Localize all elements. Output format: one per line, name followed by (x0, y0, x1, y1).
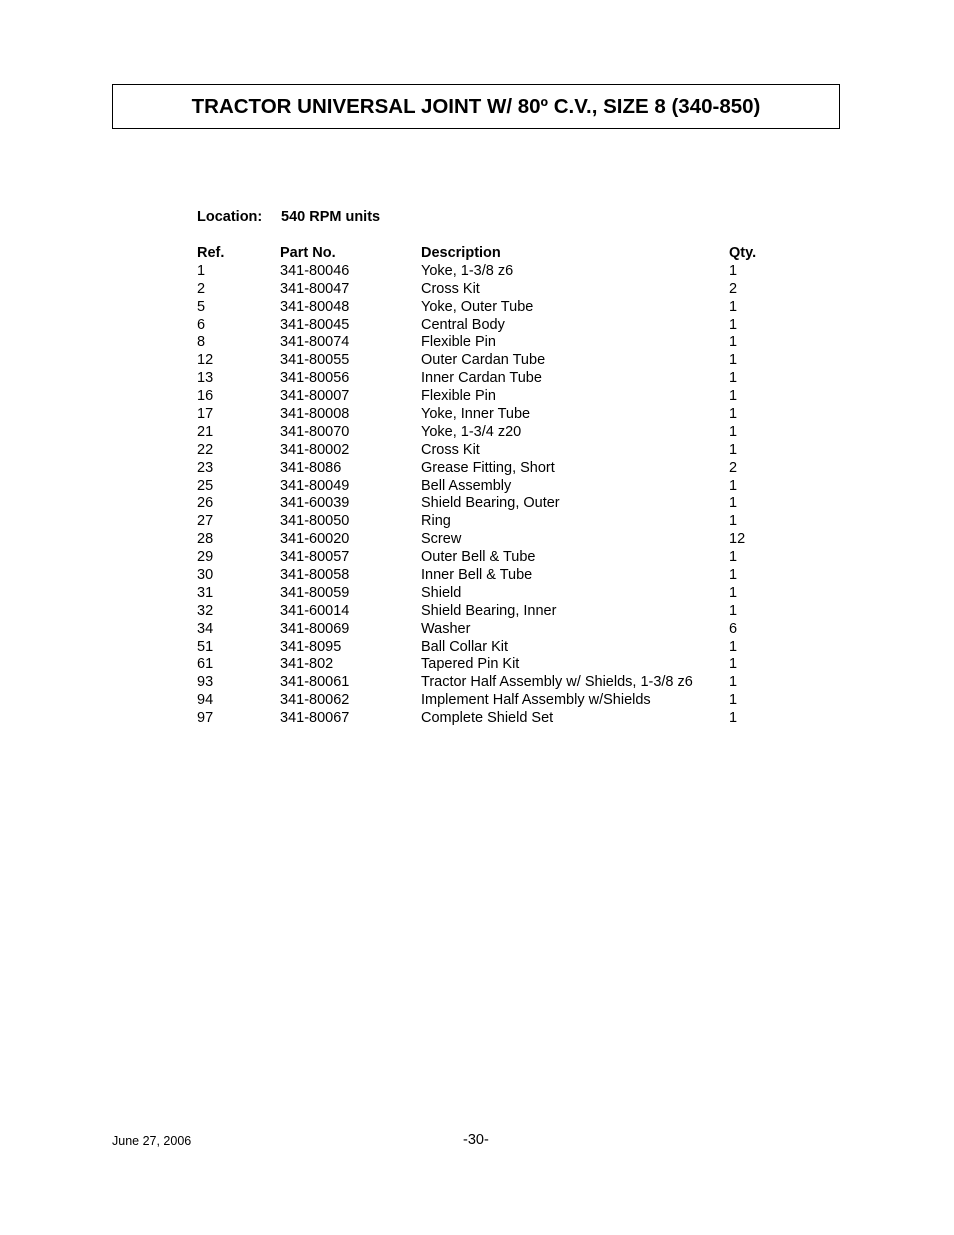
column-header-qty: Qty. (729, 245, 757, 261)
qty-cell: 1 (729, 692, 738, 709)
part-no-cell: 341-80070 (280, 423, 350, 440)
qty-cell: 1 (729, 602, 738, 619)
location-label: Location: (197, 209, 263, 225)
location-value: 540 RPM units (281, 209, 381, 225)
part-no-cell: 341-80059 (280, 584, 350, 601)
title-box (112, 84, 840, 129)
description-cell: Yoke, 1-3/8 z6 (421, 262, 514, 279)
part-no-cell: 341-80055 (280, 352, 350, 369)
ref-cell: 51 (197, 638, 214, 655)
ref-cell: 28 (197, 531, 214, 548)
ref-cell: 93 (197, 674, 214, 691)
qty-cell: 1 (729, 495, 738, 512)
page-number: -30- (463, 1132, 489, 1148)
part-no-cell: 341-80074 (280, 334, 350, 351)
ref-cell: 26 (197, 495, 214, 512)
description-cell: Ring (421, 513, 451, 530)
description-cell: Yoke, Inner Tube (421, 406, 531, 423)
part-no-cell: 341-80002 (280, 441, 350, 458)
qty-cell: 1 (729, 549, 738, 566)
description-cell: Inner Cardan Tube (421, 370, 542, 387)
qty-cell: 1 (729, 674, 738, 691)
ref-cell: 61 (197, 656, 214, 673)
ref-cell: 29 (197, 549, 214, 566)
qty-cell: 1 (729, 388, 738, 405)
ref-cell: 34 (197, 620, 214, 637)
ref-cell: 6 (197, 316, 206, 333)
qty-cell: 1 (729, 423, 738, 440)
description-cell: Yoke, Outer Tube (421, 298, 534, 315)
qty-cell: 1 (729, 710, 738, 727)
ref-cell: 30 (197, 567, 214, 584)
description-cell: Outer Cardan Tube (421, 352, 546, 369)
description-cell: Complete Shield Set (421, 710, 554, 727)
qty-cell: 1 (729, 584, 738, 601)
description-cell: Flexible Pin (421, 388, 496, 405)
part-no-cell: 341-80048 (280, 298, 350, 315)
description-cell: Shield (421, 584, 462, 601)
description-cell: Grease Fitting, Short (421, 459, 555, 476)
part-no-cell: 341-8086 (280, 459, 342, 476)
page-title: TRACTOR UNIVERSAL JOINT W/ 80º C.V., SIZE 8 (340-850) (191, 94, 761, 118)
description-cell: Tapered Pin Kit (421, 656, 520, 673)
location-line (197, 209, 380, 225)
ref-cell: 27 (197, 513, 214, 530)
ref-cell: 2 (197, 280, 206, 297)
column-header-description: Description (421, 245, 501, 261)
part-no-cell: 341-802 (280, 656, 334, 673)
ref-cell: 97 (197, 710, 214, 727)
part-no-cell: 341-8095 (280, 638, 342, 655)
part-no-cell: 341-80050 (280, 513, 350, 530)
part-no-cell: 341-80069 (280, 620, 350, 637)
qty-cell: 1 (729, 477, 738, 494)
column-header-ref: Ref. (197, 245, 225, 261)
part-no-cell: 341-80008 (280, 406, 350, 423)
description-cell: Cross Kit (421, 441, 480, 458)
part-no-cell: 341-60039 (280, 495, 350, 512)
description-cell: Shield Bearing, Inner (421, 602, 557, 619)
part-no-cell: 341-80046 (280, 262, 350, 279)
qty-cell: 1 (729, 406, 738, 423)
qty-cell: 12 (729, 531, 746, 548)
ref-cell: 5 (197, 298, 206, 315)
ref-cell: 12 (197, 352, 214, 369)
qty-cell: 1 (729, 441, 738, 458)
ref-cell: 8 (197, 334, 206, 351)
description-cell: Ball Collar Kit (421, 638, 509, 655)
qty-cell: 1 (729, 334, 738, 351)
qty-cell: 2 (729, 280, 738, 297)
part-no-cell: 341-80058 (280, 567, 350, 584)
qty-cell: 6 (729, 620, 738, 637)
part-no-cell: 341-80007 (280, 388, 350, 405)
qty-cell: 1 (729, 316, 738, 333)
qty-cell: 1 (729, 513, 738, 530)
part-no-cell: 341-60020 (280, 531, 350, 548)
description-cell: Outer Bell & Tube (421, 549, 536, 566)
description-cell: Screw (421, 531, 462, 548)
description-cell: Flexible Pin (421, 334, 496, 351)
part-no-cell: 341-80056 (280, 370, 350, 387)
part-no-cell: 341-80057 (280, 549, 350, 566)
qty-cell: 2 (729, 459, 738, 476)
description-cell: Yoke, 1-3/4 z20 (421, 423, 522, 440)
description-cell: Shield Bearing, Outer (421, 495, 560, 512)
ref-cell: 13 (197, 370, 214, 387)
description-cell: Tractor Half Assembly w/ Shields, 1-3/8 z6 (421, 674, 693, 691)
qty-cell: 1 (729, 567, 738, 584)
description-cell: Cross Kit (421, 280, 480, 297)
ref-cell: 1 (197, 262, 206, 279)
part-no-cell: 341-60014 (280, 602, 350, 619)
qty-cell: 1 (729, 370, 738, 387)
description-cell: Bell Assembly (421, 477, 512, 494)
qty-cell: 1 (729, 262, 738, 279)
footer-date: June 27, 2006 (112, 1134, 192, 1148)
qty-cell: 1 (729, 656, 738, 673)
ref-cell: 16 (197, 388, 214, 405)
description-cell: Implement Half Assembly w/Shields (421, 692, 651, 709)
description-cell: Central Body (421, 316, 505, 333)
ref-cell: 17 (197, 406, 214, 423)
qty-cell: 1 (729, 638, 738, 655)
qty-cell: 1 (729, 352, 738, 369)
column-header-part-no: Part No. (280, 245, 336, 261)
ref-cell: 32 (197, 602, 214, 619)
ref-cell: 94 (197, 692, 214, 709)
part-no-cell: 341-80049 (280, 477, 350, 494)
part-no-cell: 341-80067 (280, 710, 350, 727)
part-no-cell: 341-80047 (280, 280, 350, 297)
description-cell: Washer (421, 620, 471, 637)
ref-cell: 25 (197, 477, 214, 494)
ref-cell: 22 (197, 441, 214, 458)
part-no-cell: 341-80062 (280, 692, 350, 709)
ref-cell: 23 (197, 459, 214, 476)
ref-cell: 31 (197, 584, 214, 601)
description-cell: Inner Bell & Tube (421, 567, 533, 584)
qty-cell: 1 (729, 298, 738, 315)
part-no-cell: 341-80045 (280, 316, 350, 333)
ref-cell: 21 (197, 423, 214, 440)
part-no-cell: 341-80061 (280, 674, 350, 691)
